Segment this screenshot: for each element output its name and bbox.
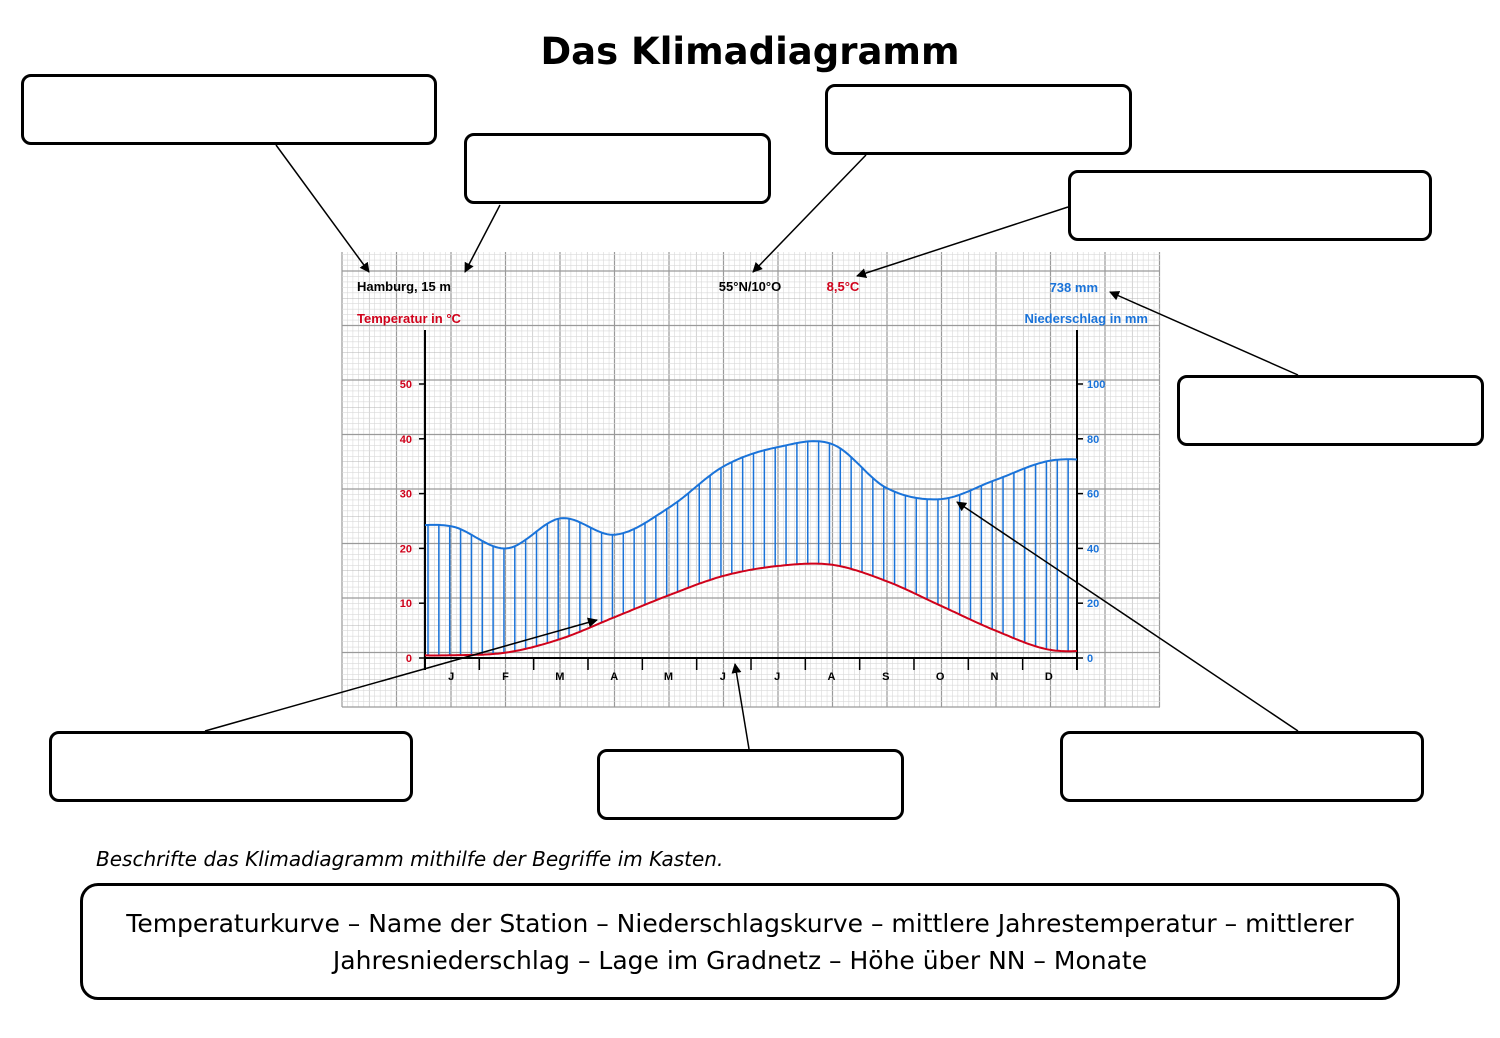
left-tick-label: 10 [399,598,412,611]
annual-precipitation-label: 738 mm [1049,280,1098,295]
month-label: O [935,671,945,683]
left-tick-label: 20 [399,543,412,556]
temperature-axis-title: Temperatur in °C [357,311,461,326]
precipitation-hatching [428,441,1068,655]
page-title: Das Klimadiagramm [540,30,960,73]
month-label: A [610,671,619,683]
left-tick-label: 40 [399,433,412,446]
arrow-annual-precipitation [1110,292,1298,375]
month-label: J [774,671,781,683]
chart-labels [357,279,1148,683]
right-tick-label: 60 [1087,488,1100,501]
arrow-precipitation-curve [957,502,1298,731]
month-label: F [502,671,509,683]
right-tick-label: 0 [1087,653,1094,665]
term-list-text: Temperaturkurve – Name der Station – Niederschlagskurve – mittlere Jahrestemperatur – mittlerer Jahresniederschlag – Lage im Gradnetz – Höhe über NN – Monate [126,908,1354,975]
month-label: M [555,671,565,683]
term-list-box [80,883,1400,1000]
instruction-text: Beschrifte das Klimadiagramm mithilfe der Begriffe im Kasten. [96,847,724,871]
month-label: J [448,671,455,683]
month-label: N [990,671,999,683]
month-label: M [663,671,674,683]
right-tick-label: 80 [1087,433,1100,446]
left-tick-label: 0 [405,653,412,665]
arrow-station-name [276,145,369,272]
month-label: D [1044,671,1053,683]
precipitation-axis-title: Niederschlag in mm [1024,311,1148,326]
left-tick-label: 50 [399,379,412,391]
left-tick-label: 30 [399,488,412,501]
station-name: Hamburg, 15 m [357,279,451,294]
right-tick-label: 100 [1087,379,1106,391]
month-label: A [827,671,836,683]
right-tick-label: 20 [1087,598,1100,611]
month-label: S [882,671,890,683]
mean-temperature-label: 8,5°C [826,279,860,294]
coordinates-label: 55°N/10°O [718,279,782,294]
month-label: J [719,671,726,683]
right-tick-label: 40 [1087,543,1100,556]
